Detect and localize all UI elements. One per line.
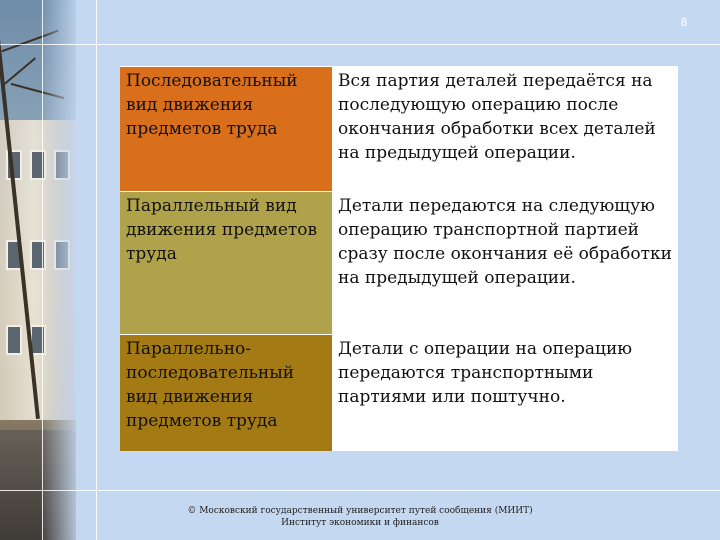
grid-line [0, 44, 720, 45]
description-cell: Детали с операции на операцию передаются транспортными партиями или поштучно. [332, 335, 678, 452]
grid-line [42, 0, 43, 540]
footer-institute: Институт экономики и финансов [281, 518, 439, 528]
table-row [120, 335, 678, 452]
window [6, 325, 22, 355]
description-cell: Вся партия деталей передаётся на последующую операцию после окончания обработки всех деталей на предыдущей операции. [332, 67, 678, 192]
movement-types-table [120, 66, 678, 451]
footer [160, 505, 560, 529]
footer-university: © Московский государственный университет путей сообщения (МИИТ) [187, 506, 533, 516]
page-number: 8 [680, 16, 688, 29]
description-cell: Детали передаются на следующую операцию транспортной партией сразу после окончания её обработки на предыдущей операции. [332, 192, 678, 335]
term-cell: Последовательный вид движения предметов труда [120, 67, 332, 192]
table-row [120, 192, 678, 335]
grid-line [96, 0, 97, 540]
table-row [120, 67, 678, 192]
tree-branch [4, 57, 36, 84]
term-cell: Параллельно-последовательный вид движения предметов труда [120, 335, 332, 452]
grid-line [0, 490, 720, 491]
photo-fade [40, 0, 100, 540]
term-cell: Параллельный вид движения предметов труда [120, 192, 332, 335]
